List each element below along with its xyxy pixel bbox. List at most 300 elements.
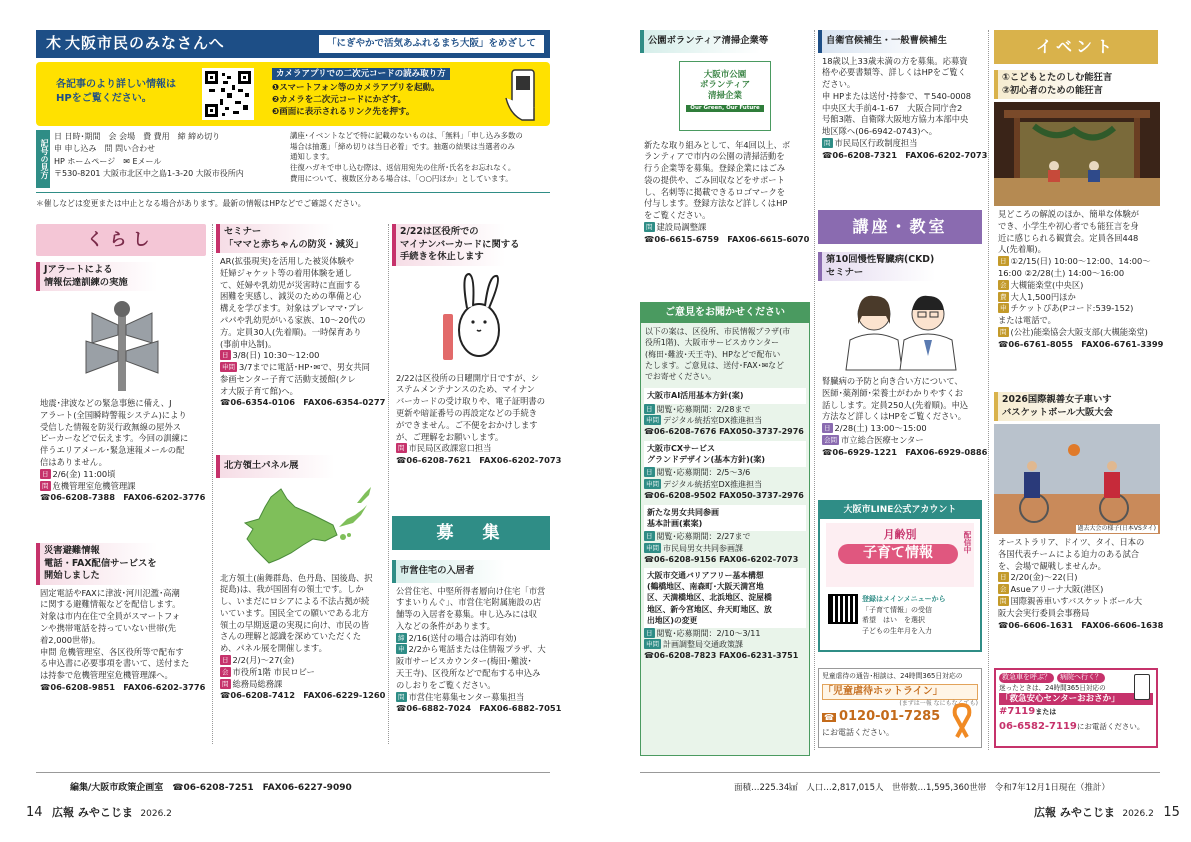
qr-lead-2: HPをご覧ください。 — [56, 93, 152, 105]
opinion-title: ご意見をお聞かせください — [641, 303, 809, 323]
basket-contact-1: 国際親善車いすバスケットボール大 — [1010, 596, 1143, 606]
op3-tel: 06-6208-9156 — [653, 554, 717, 564]
park-tel: 06-6615-6759 — [654, 233, 719, 244]
date-icon: 日 — [824, 424, 831, 433]
noh-title-2: ②初心者のための能狂言 — [1002, 84, 1103, 96]
legend-row-1: 日 日時･期間 会 会場 費 費用 締 締め切り — [54, 132, 221, 141]
contact-icon: 問 — [398, 692, 405, 701]
gyakutai-name: 「児童虐待ホットライン」 — [822, 684, 978, 700]
hoppo-venue: 市役所1階 市民ロビー — [232, 666, 315, 677]
disaster-tel-title — [36, 543, 208, 585]
legend-row-2: 申 申し込み 問 問い合わせ — [54, 144, 156, 154]
jieikan-body: 18歳以上33歳未満の方を募集。応募資 格や必要書類等、詳しくはHPをご覧く ださい。 申 HPまたは送付･持参で、〒540-0008 中央区大手前4-1-67 大阪合同庁舎2 号館3階、自衛隊大阪地方協力本部中央 地区隊へ(06-6942-0743)へ。 問 市民局区行政制度担当 ☎06-6208-7321 FAX06-6202-7073 — [822, 55, 988, 160]
apply-icon: 申 — [398, 645, 405, 654]
caution-text: ＊催しなどは変更または中止となる場合があります。最新の情報はHPなどでご確認ください。 — [36, 199, 366, 208]
opinion-item-4: 大阪市交通バリアフリー基本構想 (鶴橋地区、南森町･大阪天満宮地 区、天満橋地区、北浜地区、淀屋橋 地区、新今宮地区、弁天町地区、放 出地区)の変更 日 閲覧･応募期間：2/10～3/11 申問 計画調整局交通政策課 ☎06-6208-7823 FAX06-6231-3751 — [644, 568, 806, 661]
basket-body-3: を、会場で観戦しませんか。 — [998, 560, 1106, 571]
noh-fee: 大人1,500円ほか — [1010, 291, 1076, 302]
noh-date-2: 16:00 ②2/28(土) 14:00～16:00 — [998, 268, 1125, 278]
date-icon: 日 — [42, 469, 49, 478]
disaster-body-2: に関する避難情報などを配信します。 — [40, 599, 181, 610]
legend-rows — [54, 131, 286, 181]
footer-editor: 編集/大阪市政策企画室 — [70, 783, 164, 793]
basket-body-1: オーストラリア、ドイツ、タイ、日本の — [998, 537, 1145, 548]
op1-contact: デジタル統括室DX推進担当 — [663, 416, 763, 425]
ckd-title — [818, 252, 984, 281]
disaster-title-2: 電話・FAX配信サービスを — [44, 557, 157, 569]
apply-icon: 申 — [1000, 304, 1007, 313]
opinion-item-1: 大阪市AI活用基本方針(案) 日 閲覧･応募期間：2/28まで 申問 デジタル統括室DX推進担当 ☎06-6208-7676 FAX050-3737-2976 — [644, 388, 806, 437]
shiei-title-text: 市営住宅の入居者 — [400, 565, 475, 576]
shiei-body-1: 公営住宅、中堅所得者層向け住宅「市営 — [396, 585, 546, 596]
seminar-mama-article — [216, 224, 384, 440]
disaster-tel-body: 固定電話やFAXに津波･河川氾濫･高潮 に関する避難情報などを配信します。 対象は市内在住で全員がスマートフォ ンや携帯電話を持っていない世帯(先 着2,000世帯)。 申問 危機管理室、各区役所等で配布す る申込書に必要事項を書いて、送付また は持参で危機管理室危機管理課へ。 ☎06-6208-9851 FAX06-6202-3776 — [40, 587, 206, 692]
qr-step-1: ❶スマートフォン等のカメラアプリを起動。 — [272, 83, 440, 94]
op2-title-1: 大阪市CXサービス — [647, 443, 716, 453]
disaster-body-8: は持参で危機管理室危機管理課へ。 — [40, 670, 173, 681]
legend-row-3: HP ホームページ ✉ Eメール — [54, 156, 162, 166]
opinion-item-4-title — [644, 568, 806, 627]
gyakutai-box — [818, 668, 982, 748]
koza-tab: 講座・教室 — [818, 210, 982, 244]
jalert-title — [36, 262, 208, 291]
jalert-body-2: アラート(全国瞬時警報システム)により — [40, 409, 187, 420]
disaster-tel: 06-6208-9851 — [50, 681, 115, 692]
opinion-intro-4: たします。ご意見は、送付･FAX･✉など — [645, 360, 784, 370]
op2-tel: 06-6208-9502 — [653, 491, 717, 501]
shiei-body-4: 入などの条件があります。 — [396, 620, 495, 631]
park-fax: 06-6615-6070 — [744, 233, 810, 244]
right-footer-page — [1034, 804, 1180, 822]
seminar-tel: 06-6354-0106 — [230, 397, 295, 408]
jalert-body-4: ピーカーなどで伝えます。今回の訓練に — [40, 433, 189, 444]
mynumber-article — [392, 224, 562, 492]
hoppo-body-6: さんの理解と認識を深めていただくた — [220, 631, 362, 642]
jalert-title-1: Jアラートによる — [44, 264, 113, 275]
seminar-fax: 06-6354-0277 — [320, 397, 386, 408]
basket-title-1: 2026国際親善女子車いす — [1002, 394, 1112, 405]
legend-notes — [290, 131, 552, 185]
venue-icon: 会 — [1000, 585, 1007, 594]
shiei-apply-2: 阪市サービスカウンター(梅田･難波･ — [396, 656, 532, 667]
qr-step-2: ❷カメラを二次元コードにかざす。 — [272, 95, 407, 106]
kyukyu-or: または — [1035, 708, 1057, 717]
kyukyu-num: #7119 — [999, 706, 1036, 718]
mynumber-contact: 市民局区政課窓口担当 — [408, 443, 492, 454]
ckd-body-1: 腎臓病の予防と向き合い方について、 — [822, 376, 963, 387]
hoppo-body-5: 領土の早期返還の実現に向け、市民の皆 — [220, 619, 370, 630]
shiei-apply-1: 2/2から電話または住情報プラザ、大 — [408, 644, 546, 655]
issue-left: 2026.2 — [140, 809, 172, 819]
jalert-title-2: 情報伝達訓練の実施 — [44, 276, 128, 288]
park-body-7: をご覧ください。 — [644, 210, 711, 221]
venue-icon: 会問 — [824, 436, 837, 444]
legend-note-1: 講座･イベントなどで特に記載のないものは、「無料」「申し込み多数の — [290, 131, 523, 140]
disaster-fax: 06-6202-3776 — [140, 681, 206, 692]
disaster-tel-article — [36, 543, 208, 723]
noh-body-4: 人(先着順)。 — [998, 244, 1046, 255]
line-reg-1: 登録はメインメニューから — [862, 595, 946, 603]
mynumber-body-2: ステムメンテナンスのため、マイナン — [396, 384, 535, 395]
hoppo-body-7: め、パネル展を開催します。 — [220, 643, 327, 654]
op4-fax: 06-6231-3751 — [735, 651, 799, 661]
seminar-body-6: パパや乳幼児がいる家族、10～20代の — [220, 315, 366, 325]
op1-fax: 050-3737-2976 — [735, 427, 804, 437]
jalert-body-3: 受信した情報を防災行政無線の屋外ス — [40, 421, 182, 432]
line-qr-icon — [828, 594, 858, 624]
jieikan-contact: 市民局区行政制度担当 — [834, 138, 918, 149]
mynumber-body-1: 2/22は区役所の日曜開庁日ですが、シ — [396, 372, 540, 383]
boshu-tab: 募 集 — [392, 516, 550, 550]
seminar-body-8: (事前申込制)。 — [220, 338, 277, 349]
contact-icon: 問 — [1000, 597, 1007, 605]
seminar-apply-2: 参画センター子育て活動支援館(クレ — [220, 373, 356, 384]
seminar-body-4: 困難を実感し、減災のための準備と心 — [220, 291, 362, 302]
ckd-article — [818, 252, 988, 488]
seminar-date: 3/8(日) 10:30～12:00 — [232, 350, 320, 361]
op3-title-1: 新たな男女共同参画 — [647, 507, 719, 517]
date-icon: 日 — [1000, 257, 1007, 266]
noh-title — [994, 70, 1160, 99]
op2-contact: デジタル統括室DX推進担当 — [663, 479, 763, 489]
date-icon: 日 — [646, 468, 653, 477]
qr-box — [36, 62, 550, 126]
contact-icon: 問 — [42, 481, 49, 490]
park-logo-en: Our Green, Our Future — [686, 105, 764, 112]
disaster-body-3: 対象は市内在住で全員がスマートフォ — [40, 611, 181, 622]
hoppo-title-text: 北方領土パネル展 — [224, 460, 299, 471]
jieikan-title — [818, 30, 984, 53]
shiei-tel: 06-6882-7024 — [406, 703, 471, 714]
park-title — [640, 30, 810, 53]
haishin-badge: 配信中 — [963, 530, 972, 554]
noh-tel: 06-6761-8055 — [1008, 338, 1073, 349]
date-icon: 日 — [222, 351, 229, 360]
noh-stage-photo — [994, 102, 1160, 206]
venue-icon: 会 — [1000, 280, 1007, 289]
venue-icon: 会 — [222, 667, 229, 676]
op4-contact: 計画調整局交通政策課 — [663, 639, 743, 649]
left-footer-editor: 編集/大阪市政策企画室 ☎06-6208-7251 FAX06-6227-9090 — [70, 783, 352, 793]
hoppo-contact: 総務局総務課 — [232, 678, 283, 689]
shiei-apply-3: 天王寺)、区役所などで配布する申込み — [396, 668, 541, 679]
jalert-body-1: 地震･津波などの緊急事態に備え、J — [40, 398, 172, 409]
op4-tel: 06-6208-7823 — [653, 651, 717, 661]
line-reg-3: 希望 はい を選択 — [862, 616, 925, 624]
basket-title-2: バスケットボール大阪大会 — [1002, 406, 1113, 418]
op4-title-3: 区、天満橋地区、北浜地区、淀屋橋 — [647, 593, 772, 603]
seminar-body-5: 構えを学びます。対象はプレママ･プレ — [220, 303, 364, 314]
contact-icon: 申問 — [646, 479, 659, 488]
legend-note-3: 通知します。 — [290, 152, 334, 162]
ckd-venue: 市立総合医療センター — [841, 435, 924, 445]
basket-title — [994, 392, 1160, 421]
mynumber-tel: 06-6208-7621 — [406, 455, 471, 466]
gyakutai-name-sub: (まずは一報 なにもなくても) — [899, 699, 978, 707]
kyukyu-q1: 救急車を呼ぶ？ — [999, 673, 1054, 683]
qr-code-icon — [202, 68, 254, 120]
ckd-body-4: 方法など詳しくはHPをご覧ください。 — [822, 411, 966, 422]
jieikan-apply-2: 中央区大手前4-1-67 大阪合同庁舎2 — [822, 102, 963, 113]
opinion-intro — [641, 323, 809, 382]
kyukyu-lead: 迷ったときは、24時間365日対応の — [999, 683, 1106, 692]
park-body-3: 行う企業等を募集。登録企業にはごみ — [644, 163, 786, 174]
shiei-body-2: すまいりんぐ」、市営住宅附属施設の店 — [396, 597, 542, 608]
op2-fax: 050-3737-2976 — [735, 491, 804, 501]
jieikan-title-text: 自衛官候補生・一般曹候補生 — [826, 35, 947, 46]
basket-caption: 過去大会の様子(日本VSタイ) — [1077, 524, 1156, 532]
kyukyu-box — [994, 668, 1158, 748]
ckd-fax: 06-6929-0886 — [922, 446, 988, 457]
noh-article — [994, 70, 1164, 388]
date-icon: 日 — [646, 404, 653, 413]
park-logo — [679, 61, 771, 131]
gyakutai-tel: 0120-01-7285 — [838, 709, 941, 725]
noh-body-1: 見どころの解説のほか、簡単な体験が — [998, 209, 1140, 220]
contact-icon: 申問 — [646, 543, 659, 552]
seminar-body-1: AR(拡張現実)を活用した被災体験や — [220, 256, 355, 267]
hoppo-body-2: 捉島)は、我が国固有の領土です。しか — [220, 584, 364, 595]
jalert-fax: 06-6202-3776 — [140, 492, 206, 503]
opinion-item-3-title — [644, 505, 806, 532]
seminar-body-7: 方。定員30人(先着順)。一時保育あり — [220, 326, 362, 337]
hoppo-body-3: し、いまだにロシアによる不法占拠が続 — [220, 596, 370, 607]
kyukyu-questions — [999, 673, 1153, 683]
mynumber-title-3: 手続きを休止します — [400, 251, 484, 263]
mynumber-body-5: ができません。ご不便をおかけします — [396, 419, 538, 430]
fee-icon: 費 — [1000, 292, 1007, 301]
disaster-body-7: る申込書に必要事項を書いて、送付また — [40, 658, 190, 669]
disaster-title-1: 災害避難情報 — [44, 545, 100, 556]
op3-fax: 06-6202-7073 — [735, 554, 799, 564]
gyakutai-lead: 児童虐待の通告･相談は、24時間365日対応の — [822, 672, 963, 680]
noh-body-2: でき、小学生や初心者でも能狂言を身 — [998, 220, 1139, 231]
orange-ribbon-icon — [951, 703, 973, 739]
page-number-right: 15 — [1163, 805, 1180, 820]
ckd-title-1: 第10回慢性腎臓病(CKD) — [826, 254, 935, 265]
shiei-contact: 市営住宅募集センター募集担当 — [408, 691, 525, 702]
hoppo-tel: 06-6208-7412 — [230, 690, 295, 701]
park-body-1: 新たな取り組みとして、年4回以上、ボ — [644, 139, 791, 150]
opinion-item-2: 大阪市CXサービス グランドデザイン(基本方針)(案) 日 閲覧･応募期間：2/5～3/6 申問 デジタル統括室DX推進担当 ☎06-6208-9502 FAX050-3737-2976 — [644, 441, 806, 502]
contact-icon: 問 — [646, 223, 653, 232]
freedial-icon: ☎ — [824, 713, 834, 723]
legend-note-5: 費用について、複数区分ある場合は、「○○円ほか」としています。 — [290, 173, 513, 183]
basket-contact-2: 阪大会実行委員会事務局 — [998, 607, 1090, 618]
opinion-item-1-title — [644, 388, 806, 403]
shiei-fax: 06-6882-7051 — [496, 703, 562, 714]
jalert-contact: 危機管理室危機管理課 — [52, 480, 136, 491]
line-box-title: 大阪市LINE公式アカウント — [820, 502, 980, 519]
noh-body: 見どころの解説のほか、簡単な体験が でき、小学生や初心者でも能狂言を身 近に感じられる観賞会。定員各回448 人(先着順)。 日 ①2/15(日) 10:00～12:00、14:00～ 16:00 ②2/28(土) 14:00～16:00 会 大槻能楽堂(中央区) 費 大人1,500円ほか 申 チケットぴあ(Pコード:539-152) または電話で。 問 (公社)能楽協会大阪支部(大槻能楽堂) ☎06-6761-8055 FAX06-6761-3399 — [998, 209, 1164, 349]
shiei-body-3: 舗等の入居者を募集。申し込みには収 — [396, 609, 538, 620]
park-body-4: 袋の提供や、ごみ回収などをサポート — [644, 174, 785, 185]
left-footer-page — [26, 804, 172, 822]
jieikan-body-1: 18歳以上33歳未満の方を募集。応募資 — [822, 55, 968, 66]
ckd-title-2: セミナー — [826, 266, 864, 278]
ckd-body-3: 話しします。定員250人(先着順)。申込 — [822, 399, 969, 410]
mynumber-body-6: が、ご理解をお願いします。 — [396, 431, 504, 442]
getsurei-text: 月齢別 — [883, 527, 917, 541]
basket-article — [994, 392, 1164, 660]
disaster-body-6: 申問 危機管理室、各区役所等で配布す — [40, 646, 184, 657]
basket-venue: Asueアリーナ大阪(港区) — [1010, 584, 1104, 595]
jalert-article — [36, 262, 208, 532]
date-icon: 日 — [646, 532, 653, 541]
legend-label: 記号の見方 — [36, 130, 50, 188]
basket-body: オーストラリア、ドイツ、タイ、日本の 各国代表チームによる迫力のある試合 を、会場で観戦しませんか。 日 2/20(金)～22(日) 会 Asueアリーナ大阪(港区) 問 国際親善車いすバスケットボール大 阪大会実行委員会事務局 ☎06-6606-1631 FAX06-6606-1638 — [998, 537, 1164, 630]
jieikan-fax: 06-6202-7073 — [922, 149, 988, 160]
mynumber-body-4: 更新や暗証番号の再設定などの手続き — [396, 407, 538, 418]
contact-icon: 申問 — [646, 639, 659, 648]
op4-title-1: 大阪市交通バリアフリー基本構想 — [647, 571, 764, 581]
op3-contact: 市民局男女共同参画課 — [663, 543, 743, 553]
contact-icon: 問 — [1000, 327, 1007, 336]
ckd-date: 2/28(土) 13:00～15:00 — [834, 423, 927, 434]
shiei-title — [392, 560, 552, 583]
line-reg-2: 「子育て情報」の受信 — [862, 605, 932, 614]
qr-how — [272, 68, 502, 118]
noh-ticket-2: または電話で。 — [998, 315, 1056, 326]
page-number-left: 14 — [26, 805, 43, 820]
op2-period: 閲覧･応募期間：2/5～3/6 — [656, 468, 751, 478]
mynumber-fax: 06-6202-7073 — [496, 455, 562, 466]
header-slogan: 「にぎやかで活気あふれるまち大阪」をめざして — [319, 35, 544, 52]
park-body: 新たな取り組みとして、年4回以上、ボ ランティアで市内の公園の清掃活動を 行う企業等を募集。登録企業にはごみ 袋の提供や、ごみ回収などをサポート し、名刺等に掲載できるロゴマークを 付与します。登録方法など詳しくはHP をご覧ください。 問 建設局調整課 ☎06-6615-6759 FAX06-6615-6070 — [644, 139, 810, 244]
kosodate-text: 子育て情報 — [838, 544, 958, 564]
hoppo-body-4: いています。国民全ての願いである北方 — [220, 607, 369, 618]
qr-lead-1: 各記事のより詳しい情報は — [56, 79, 176, 90]
gyakutai-note: にお電話ください。 — [822, 727, 894, 737]
op3-title-2: 基本計画(素案) — [647, 518, 703, 528]
seminar-apply-3: オ大阪子育て館)へ。 — [220, 385, 298, 396]
ckd-body: 腎臓病の予防と向き合い方について、 医師･薬剤師･栄養士がわかりやすくお 話しします。定員250人(先着順)。申込 方法など詳しくはHPをご覧ください。 日 2/28(土) 13:00～15:00 会問 市立総合医療センター ☎06-6929-1221 FAX06-6929-0886 — [822, 376, 988, 457]
op4-title-4: 地区、新今宮地区、弁天町地区、放 — [647, 604, 772, 614]
basketball-photo — [994, 424, 1160, 534]
basket-date: 2/20(金)～22(日) — [1010, 572, 1078, 583]
issue-right: 2026.2 — [1122, 809, 1154, 819]
noh-fax: 06-6761-3399 — [1098, 338, 1164, 349]
date-icon: 日 — [222, 656, 229, 665]
seminar-mama-body: AR(拡張現実)を活用した被災体験や 妊婦ジャケット等の着用体験を通し て、妊婦や乳幼児が災害時に直面する 困難を実感し、減災のための準備と心 構えを学びます。対象はプレママ･プレ パパや乳幼児がいる家族、10～20代の 方。定員30人(先着順)。一時保育あり (事前申込制)。 日 3/8(日) 10:30～12:00 申問 3/7までに電話･HP･✉で、男女共同 参画センター子育て活動支援館(クレ オ大阪子育て館)へ。 ☎06-6354-0106 FAX06-6354-0277 — [220, 256, 386, 408]
park-contact: 建設局調整課 — [656, 222, 707, 233]
op4-title-2: (鶴橋地区、南森町･大阪天満宮地 — [647, 582, 764, 592]
park-logo-2: ボランティア — [699, 80, 751, 91]
hokkaido-map-illustration — [216, 478, 384, 570]
shiei-body: 公営住宅、中堅所得者層向け住宅「市営 すまいりんぐ」、市営住宅附属施設の店 舗等の入居者を募集。申し込みには収 入などの条件があります。 締 2/16(送付の場合は消印有効) 申 2/2から電話または住情報プラザ、大 阪市サービスカウンター(梅田･難波･ 天王寺)、区役所などで配布する申込み のしおりをご覧ください。 問 市営住宅募集センター募集担当 ☎06-6882-7024 FAX06-6882-7051 — [396, 585, 562, 714]
opinion-intro-2: 役所1階)、大阪市サービスカウンター — [645, 338, 780, 348]
contact-icon: 問 — [222, 679, 229, 688]
line-reg-4: 子どもの生年月を入力 — [862, 626, 932, 635]
seminar-title-2: 「ママと赤ちゃんの防災・減災」 — [224, 238, 364, 250]
footer-fax: 06-6227-9090 — [281, 783, 352, 793]
apply-icon: 申問 — [222, 363, 235, 372]
op4-title-5: 出地区)の変更 — [647, 615, 698, 625]
jieikan-body-2: 格や必要書類等、詳しくはHPをご覧く — [822, 67, 966, 78]
line-box-banner — [826, 523, 974, 587]
opinion-intro-1: 以下の案は、区役所、市民情報プラザ(市 — [645, 327, 791, 337]
noh-contact: (公社)能楽協会大阪支部(大槻能楽堂) — [1010, 326, 1148, 337]
phone-7119-icon — [1134, 674, 1150, 700]
jieikan-apply-1: 申 HPまたは送付･持参で、〒540-0008 — [822, 90, 972, 101]
jalert-body-5: 伴うエリアメール･緊急速報メールの配 — [40, 445, 185, 456]
header-title: 大阪市民のみなさんへ — [65, 34, 225, 53]
op1-period: 閲覧･応募期間：2/28まで — [656, 404, 751, 414]
mynumber-title-2: マイナンバーカードに関する — [400, 238, 520, 250]
op2-title-2: グランドデザイン(基本方針)(案) — [647, 455, 766, 465]
hoppo-article — [216, 455, 384, 745]
park-title-text: 公園ボランティア清掃企業等 — [648, 35, 769, 46]
opinion-item-3: 新たな男女共同参画 基本計画(素案) 日 閲覧･応募期間：2/27まで 申問 市民局男女共同参画課 ☎06-6208-9156 FAX06-6202-7073 — [644, 505, 806, 566]
op1-tel: 06-6208-7676 — [653, 427, 717, 437]
line-reg — [862, 594, 980, 636]
hoppo-title — [216, 455, 384, 478]
disaster-body-5: 着2,000世帯)。 — [40, 634, 101, 645]
noh-venue: 大槻能楽堂(中央区) — [1010, 279, 1084, 290]
park-logo-3: 清掃企業 — [707, 90, 742, 101]
jalert-date: 2/6(金) 11:00頃 — [52, 468, 116, 479]
noh-body-3: 近に感じられる観賞会。定員各回448 — [998, 232, 1139, 243]
park-body-2: ランティアで市内の公園の清掃活動を — [644, 151, 785, 162]
park-logo-1: 大阪市公園 — [703, 69, 747, 80]
seminar-mama-title — [216, 224, 384, 253]
contact-icon: 問 — [824, 139, 831, 148]
kyukyu-name: 「救急安心センターおおさか」 — [999, 693, 1153, 705]
mynumber-title — [392, 224, 552, 266]
smartphone-icon — [504, 68, 540, 122]
basket-fax: 06-6606-1638 — [1098, 619, 1164, 630]
line-box — [818, 500, 982, 652]
kyukyu-tel: 06-6582-7119 — [999, 720, 1077, 732]
hoppo-body: 北方領土(歯舞群島、色丹島、国後島、択 捉島)は、我が国固有の領土です。しか し、いまだにロシアによる不法占拠が続 いています。国民全ての願いである北方 領土の早期返還の実現に向け、市民の皆 さんの理解と認識を深めていただくた め、パネル展を開催します。 日 2/2(月)～27(金) 会 市役所1階 市民ロビー 問 総務局総務課 ☎06-6208-7412 FAX06-6229-1260 — [220, 572, 386, 701]
shiei-article — [392, 560, 562, 746]
doctors-illustration — [818, 281, 984, 373]
jieikan-apply-4: 地区隊へ(06-6942-0743)へ。 — [822, 126, 938, 137]
ckd-tel: 06-6929-1221 — [832, 446, 897, 457]
qr-how-title: カメラアプリでの二次元コードの読み取り方 — [272, 68, 450, 80]
legend-row-4: 〒530-8201 大阪市北区中之島1-3-20 大阪市役所内 — [54, 169, 244, 179]
jalert-tel: 06-6208-7388 — [50, 492, 115, 503]
speaker-illustration — [36, 291, 208, 395]
op1-title-1: 大阪市AI活用基本方針(案) — [647, 391, 744, 401]
seminar-body-2: 妊婦ジャケット等の着用体験を通し — [220, 267, 353, 278]
basket-tel: 06-6606-1631 — [1008, 619, 1073, 630]
jieikan-body-3: ださい。 — [822, 79, 856, 90]
contact-icon: 申問 — [646, 416, 659, 424]
legend-note-4: 往復ハガキで申し込む際は、返信用宛先の住所･氏名をお忘れなく。 — [290, 163, 516, 173]
basket-body-2: 各国代表チームによる迫力のある試合 — [998, 548, 1140, 559]
deadline-icon: 締 — [398, 633, 405, 642]
hoppo-body-1: 北方領土(歯舞群島、色丹島、国後島、択 — [220, 572, 373, 583]
park-body-6: 付与します。登録方法など詳しくはHP — [644, 198, 788, 209]
disaster-title-3: 開始しました — [44, 570, 100, 582]
contact-icon: 問 — [398, 444, 405, 453]
mynumber-body-3: バーカードの受け取りや、電子証明書の — [396, 396, 546, 407]
opinion-intro-3: (梅田･難波･天王寺)、HPなどで配布い — [645, 349, 781, 359]
jalert-body: 地震･津波などの緊急事態に備え、J アラート(全国瞬時警報システム)により 受信した情報を防災行政無線の屋外ス ピーカーなどで伝えます。今回の訓練に 伴うエリアメール･緊急速報メールの配 信はありません。 日 2/6(金) 11:00頃 問 危機管理室危機管理課 ☎06-6208-7388 FAX06-6202-3776 — [40, 398, 206, 503]
jieikan-tel: 06-6208-7321 — [832, 149, 897, 160]
event-tab: イベント — [994, 30, 1158, 64]
kurashi-tab: くらし — [36, 224, 206, 256]
op4-period: 閲覧･応募期間：2/10～3/11 — [656, 628, 761, 638]
opinion-box — [640, 302, 810, 756]
shiei-date: 2/16(送付の場合は消印有効) — [408, 632, 517, 643]
park-body-5: し、名刺等に掲載できるロゴマークを — [644, 186, 786, 197]
park-article — [640, 30, 810, 292]
osaka-mark-icon: ⽊ — [46, 34, 62, 53]
kyukyu-note: にお電話ください。 — [1076, 721, 1145, 731]
jieikan-article — [818, 30, 988, 190]
